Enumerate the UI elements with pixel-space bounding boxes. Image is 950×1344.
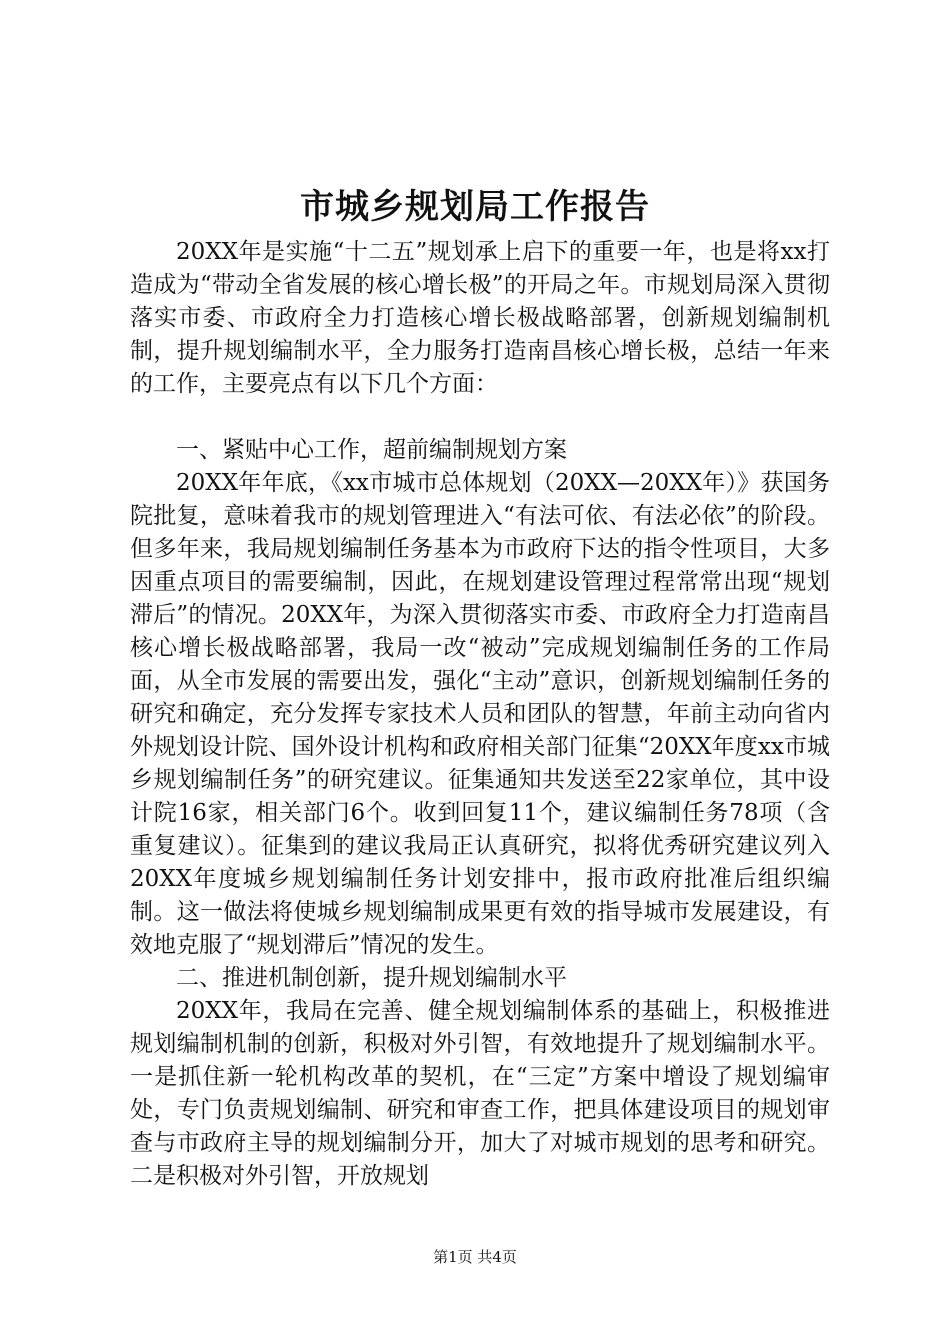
intro-paragraph: 20XX年是实施“十二五”规划承上启下的重要一年，也是将xx打造成为“带动全省发展的核心增长极”的开局之年。市规划局深入贯彻落实市委、市政府全力打造核心增长极战略部署，创新规划编制机制，提升规划编制水平，全力服务打造南昌核心增长极，总结一年来的工作，主要亮点有以下几个方面： bbox=[130, 239, 830, 397]
section-heading-2: 二、推进机制创新，提升规划编制水平 bbox=[176, 965, 567, 991]
section-heading-1: 一、紧贴中心工作，超前编制规划方案 bbox=[176, 437, 567, 463]
document-title: 市城乡规划局工作报告 bbox=[300, 187, 650, 227]
page-footer: 第1页 共4页 bbox=[433, 1248, 517, 1266]
section-2-paragraph: 20XX年，我局在完善、健全规划编制体系的基础上，积极推进规划编制机制的创新，积极对外引智，有效地提升了规划编制水平。一是抓住新一轮机构改革的契机，在“三定”方案中增设了规划编审处，专门负责规划编制、研究和审查工作，把具体建设项目的规划审查与市政府主导的规划编制分开，加大了对城市规划的思考和研究。二是积极对外引智，开放规划 bbox=[130, 998, 830, 1189]
section-1-paragraph: 20XX年年底，《xx市城市总体规划（20XX—20XX年）》获国务院批复，意味着我市的规划管理进入“有法可依、有法必依”的阶段。但多年来，我局规划编制任务基本为市政府下达的指令性项目，大多因重点项目的需要编制，因此，在规划建设管理过程常常出现“规划滞后”的情况。20XX年，为深入贯彻落实市委、市政府全力打造南昌核心增长极战略部署，我局一改“被动”完成规划编制任务的工作局面，从全市发展的需要出发，强化“主动”意识，创新规划编制任务的研究和确定，充分发挥专家技术人员和团队的智慧，年前主动向省内外规划设计院、国外设计机构和政府相关部门征集“20XX年度xx市城乡规划编制任务”的研究建议。征集通知共发送至22家单位，其中设计院16家，相关部门6个。收到回复11个，建议编制任务78项（含重复建议）。征集到的建议我局正认真研究，拟将优秀研究建议列入20XX年度城乡规划编制任务计划安排中，报市政府批准后组织编制。这一做法将使城乡规划编制成果更有效的指导城市发展建设，有效地克服了“规划滞后”情况的发生。 bbox=[130, 470, 830, 958]
document-body bbox=[130, 236, 830, 1193]
